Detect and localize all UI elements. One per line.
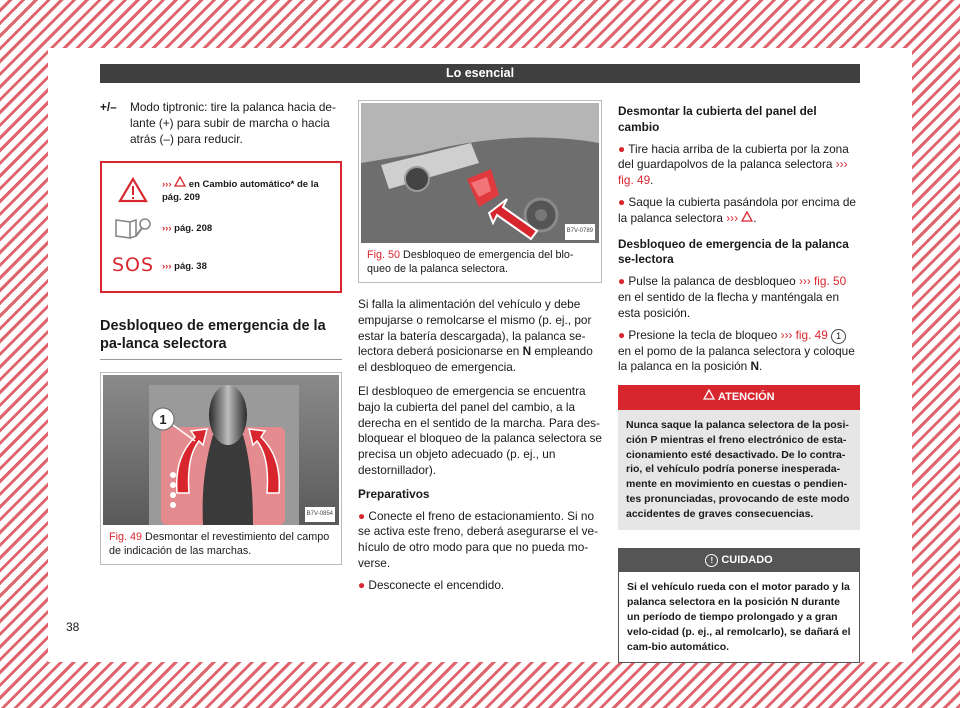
warning-box	[618, 385, 860, 529]
column-left	[100, 100, 342, 575]
list-item: ● Saque la cubierta pasándola por encima de la palanca selectora ››› .	[618, 194, 856, 225]
list-item: ● Tire hacia arriba de la cubierta por la zona del guardapolvos de la palanca selectora ››› fig. 49.	[618, 141, 849, 188]
list-item: ● Desconecte el encendido.	[358, 577, 505, 592]
tiptronic-tip	[100, 100, 342, 147]
warning-text: Nunca saque la palanca selectora de la posi-ción P mientras el freno electrónico de esta-cionamiento esté desactivado. De lo contra-rio, el vehículo podría ponerse inesperada-mente en movimiento en cuestas o pendien-tes pronunciadas, provocando de este modo accidentes de graves consecuencias.	[618, 410, 860, 530]
page-number: 38	[66, 620, 80, 634]
manual-page	[48, 48, 912, 662]
callout-1: 1	[159, 412, 167, 428]
book-wrench-icon	[110, 216, 156, 240]
ref-link-automatic[interactable]: en Cambio automático* de la pág. 209	[162, 179, 319, 204]
page-header: Lo esencial	[100, 64, 860, 83]
list-item: ● Conecte el freno de estacionamiento. Si no se activa este freno, deberá asegurarse el ve-hículo de otro modo para que no pueda mo-verse.	[358, 508, 599, 570]
emergency-release-photo	[361, 103, 599, 243]
figure-caption: Fig. 49 Desmontar el revestimiento del campo de indicación de las marchas.	[109, 531, 330, 557]
caution-icon: !	[705, 554, 718, 567]
column-right	[618, 100, 860, 663]
ref-row-warning	[110, 171, 332, 209]
caution-title: CUIDADO	[721, 553, 773, 566]
tiptronic-symbol: +/–	[100, 100, 117, 114]
ref-arrows: ›››	[162, 179, 172, 191]
figure-label: Fig. 50	[367, 249, 401, 261]
reference-box	[100, 161, 342, 293]
ref-link-38[interactable]: pág. 38	[174, 260, 207, 272]
image-id: B7V-0789	[565, 224, 595, 240]
section-title: Desbloqueo de emergencia de la pa-lanca selectora	[100, 317, 342, 360]
figure-caption: Fig. 50 Desbloqueo de emergencia del blo-queo de la palanca selectora.	[367, 249, 574, 275]
ref-link-208[interactable]: pág. 208	[174, 222, 213, 234]
figure-50	[358, 100, 602, 283]
fig-link[interactable]: ››› fig. 49	[618, 157, 848, 188]
column-middle	[358, 100, 602, 600]
subheading-remove-cover: Desmontar la cubierta del panel del cambio	[618, 104, 817, 134]
list-item: ● Presione la tecla de bloqueo ››› fig. 49 1 en el pomo de la palanca selectora y coloque la palanca en la posición N.	[618, 327, 855, 374]
fig-link[interactable]: ››› fig. 49	[780, 327, 828, 342]
warning-triangle-icon	[110, 177, 156, 203]
tiptronic-text: Modo tiptronic: tire la palanca hacia de-lante (+) para subir de marcha o hacia atrás (–) para reducir.	[130, 100, 336, 146]
caution-text: Si el vehículo rueda con el motor parado y la palanca selectora en la posición N durante un período de tiempo prolongado y a gran velo-cidad (p. ej., al remolcarlo), se dañará el cam-bio automático.	[627, 581, 851, 653]
small-warning-icon	[174, 176, 186, 187]
paragraph-location: El desbloqueo de emergencia se encuentra bajo la cubierta del panel del cambio, a la derecha en el sentido de la marcha. Para des-bloquear el bloqueo de la palanca selectora se precisa un objeto adecuado (p. ej., un destornillador).	[358, 383, 602, 477]
list-item: ● Pulse la palanca de desbloqueo ››› fig. 50 en el sentido de la flecha y manténgala en esta posición.	[618, 274, 847, 320]
warning-title: ATENCIÓN	[718, 391, 775, 404]
fig-link[interactable]: ››› fig. 50	[798, 274, 847, 289]
sos-icon: SOS	[111, 254, 155, 277]
small-warning-icon	[741, 211, 753, 222]
ref-row-sos: SOS ››› pág. 38	[111, 254, 207, 277]
image-id: B7V-0854	[305, 507, 335, 523]
figure-label: Fig. 49	[109, 531, 143, 544]
gear-shift-photo	[103, 375, 339, 525]
ref-row-manual: ››› pág. 208	[110, 209, 332, 247]
callout-number: 1	[831, 329, 846, 344]
prep-title: Preparativos	[358, 486, 430, 501]
figure-49	[100, 372, 342, 565]
subheading-emergency-release: Desbloqueo de emergencia de la palanca se-lectora	[618, 236, 849, 267]
paragraph-battery: Si falla la alimentación del vehículo y debe empujarse o remolcarse el mismo (p. ej., por estar la batería descargada), la palanca se-lectora deberá posicionarse en N empleando el desbloqueo de emergencia.	[358, 297, 593, 375]
caution-box	[618, 548, 860, 664]
warning-triangle-icon	[703, 389, 715, 400]
